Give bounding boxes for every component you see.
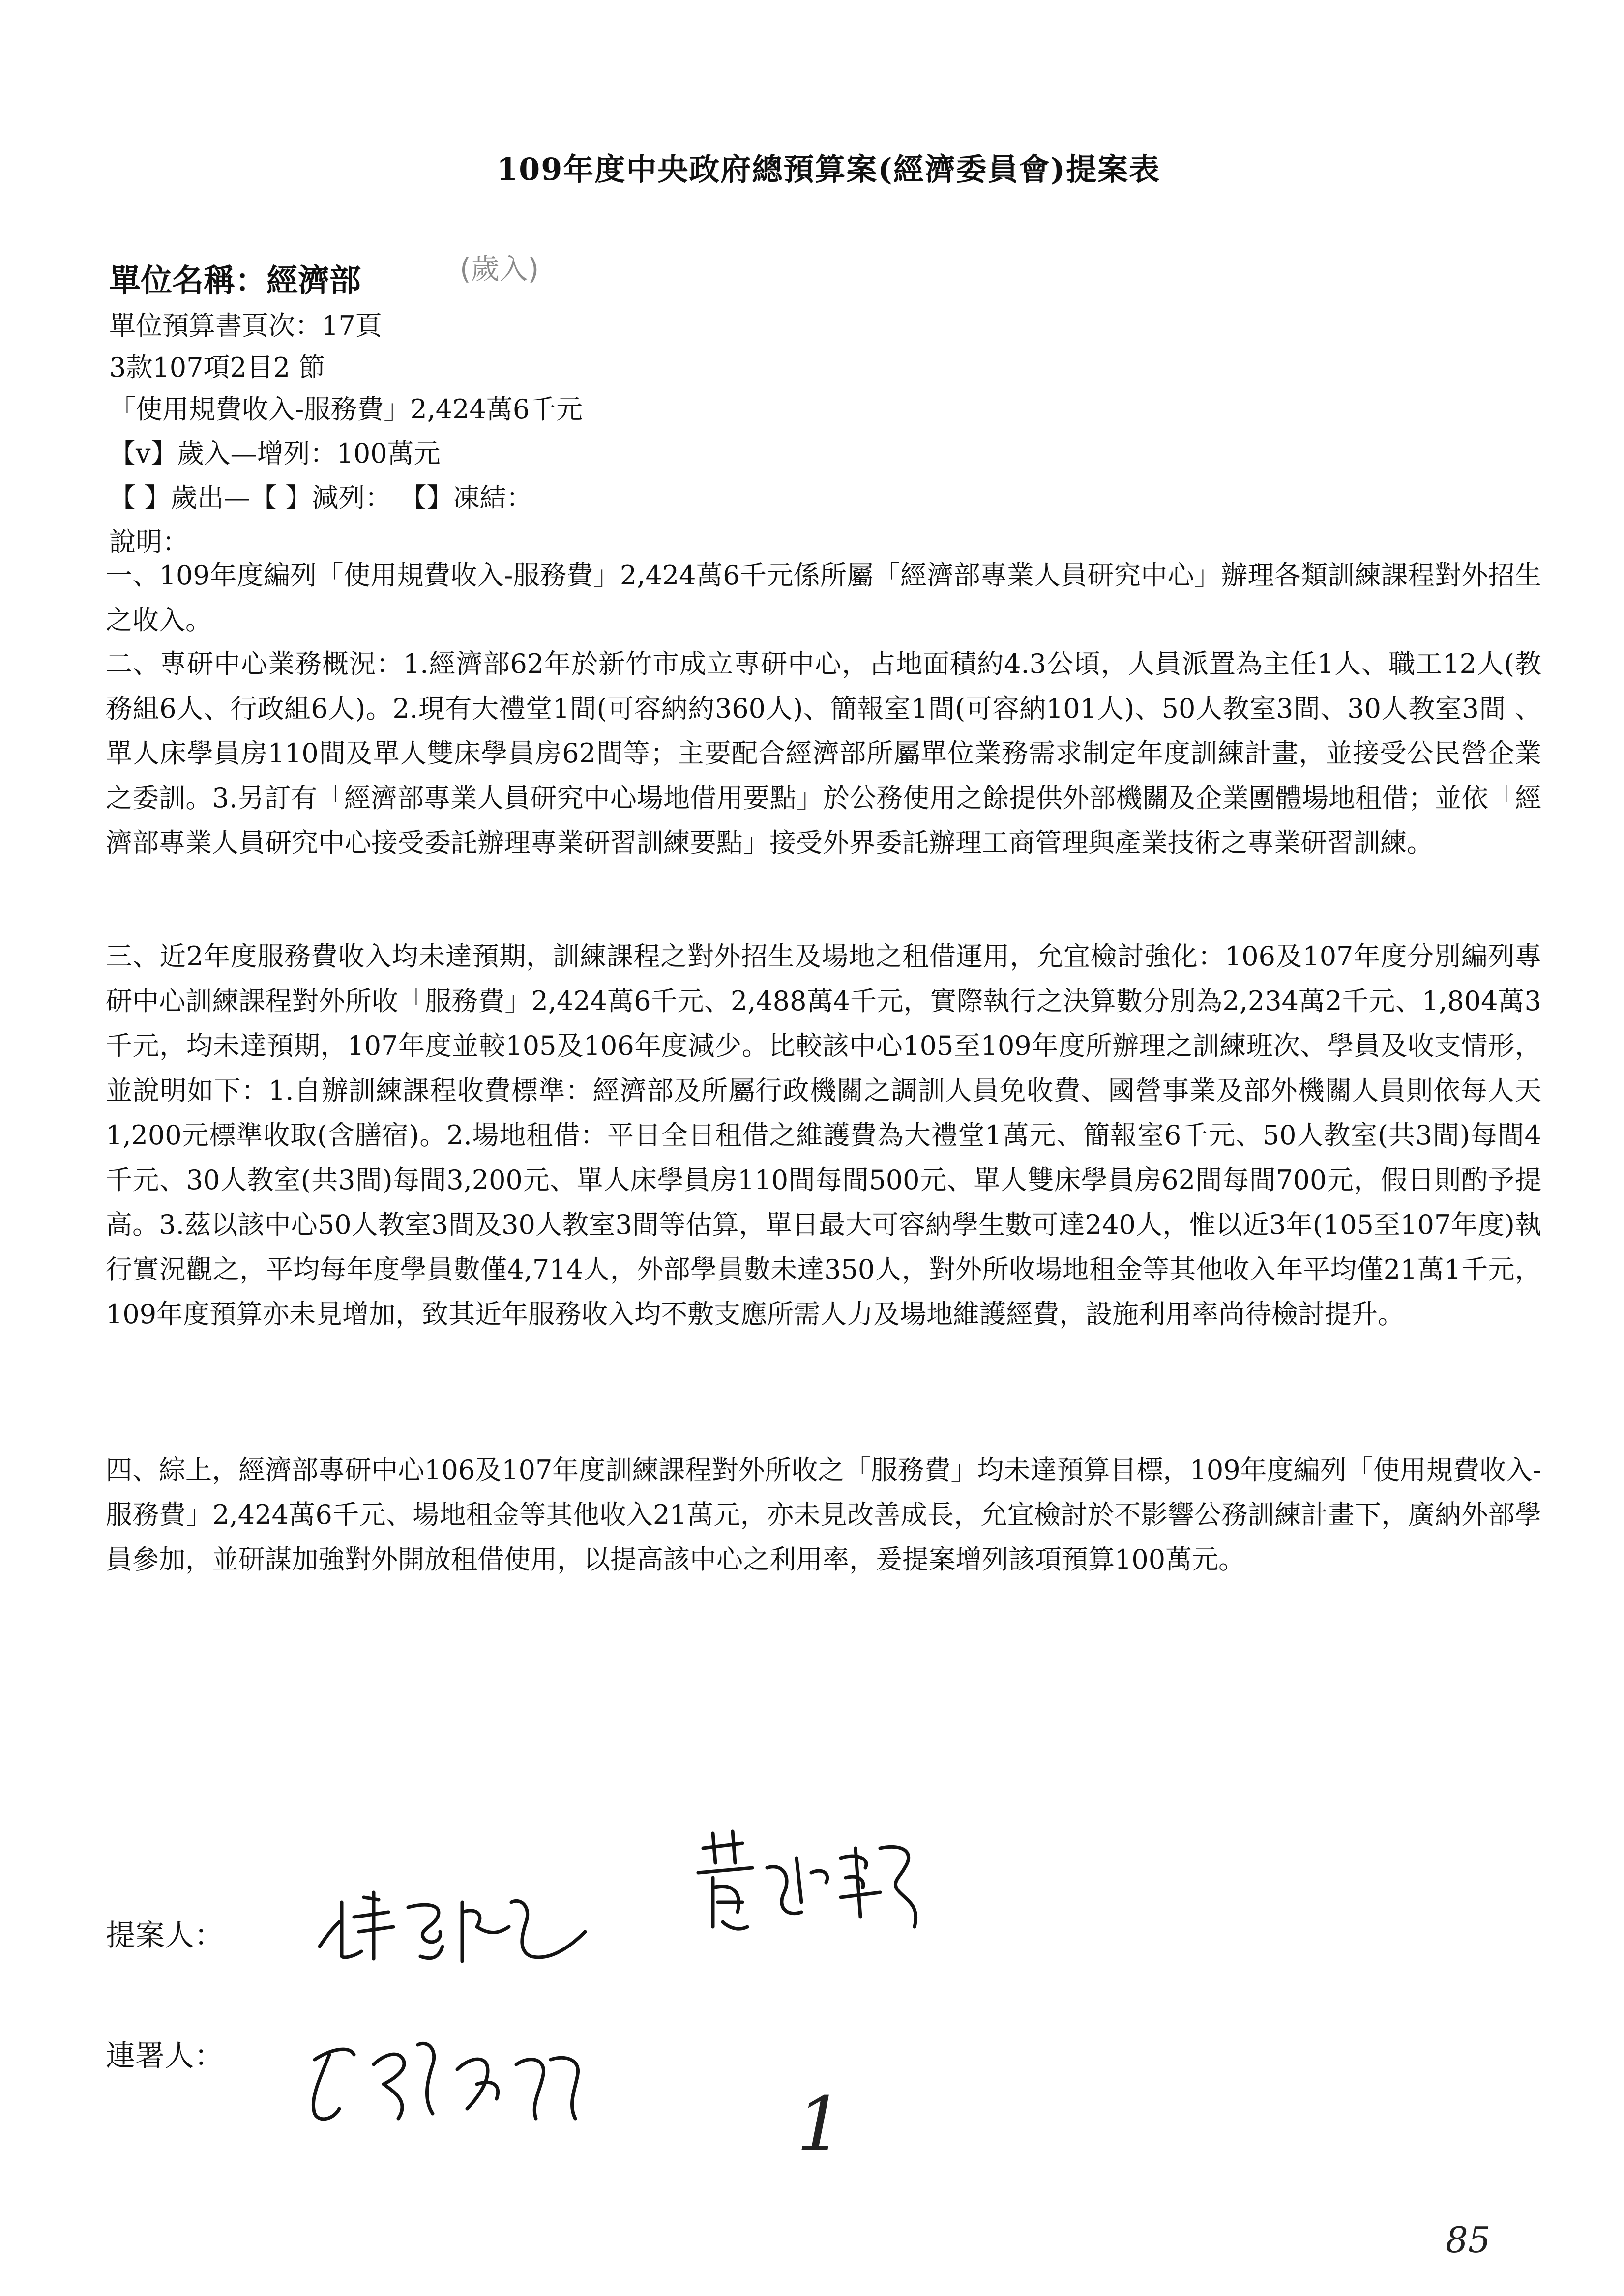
document-title: 109年度中央政府總預算案(經濟委員會)提案表: [497, 151, 1161, 187]
explanation-item: [106, 641, 1541, 865]
item-marker: 一、: [106, 560, 159, 591]
item-text: 專研中心業務概況：1.經濟部62年於新竹市成立專研中心，占地面積約4.3公頃，人員派置為主任1人、職工12人(教務組6人、行政組6人)。2.現有大禮堂1間(可容納約360人)、簡報室1間(可容納101人)、50人教室3間、30人教室3間 、單人床學員房110間及單人雙床學員房62間等；主要配合經濟部所屬單位業務需求制定年度訓練計畫，並接受公民營企業之委訓。3.另訂有「經濟部專業人員研究中心場地借用要點」於公務使用之餘提供外部機關及企業團體場地租借；並依「經濟部專業人員研究中心接受委託辦理專業研習訓練要點」接受外界委託辦理工商管理與產業技術之專業研習訓練。: [106, 648, 1542, 858]
proposer-signature-2: [683, 1829, 959, 1942]
proposer-signature-1: [315, 1873, 590, 1971]
explanation-label: 說明：: [109, 526, 189, 557]
item-marker: 四、: [106, 1454, 159, 1485]
handwritten-page-number: 85: [1446, 2219, 1491, 2261]
budget-code: 3款107項2目2 節: [109, 352, 325, 383]
item-text: 109年度編列「使用規費收入-服務費」2,424萬6千元係所屬「經濟部專業人員研究中心」辦理各類訓練課程對外招生之收入。: [106, 560, 1542, 636]
proposer-label: 提案人：: [106, 1918, 224, 1953]
item-text: 綜上，經濟部專研中心106及107年度訓練課程對外所收之「服務費」均未達預算目標，109年度編列「使用規費收入-服務費」2,424萬6千元、場地租金等其他收入21萬元，亦未見改善成長，允宜檢討於不影響公務訓練計畫下，廣納外部學員參加，並研謀加強對外開放租借使用，以提高該中心之利用率，爰提案增列該項預算100萬元。: [106, 1454, 1542, 1575]
handwritten-center-mark: 1: [797, 2082, 844, 2167]
explanation-item: [106, 553, 1541, 642]
item-text: 近2年度服務費收入均未達預期，訓練課程之對外招生及場地之租借運用，允宜檢討強化：106及107年度分別編列專研中心訓練課程對外所收「服務費」2,424萬6千元、2,488萬4千元，實際執行之決算數分別為2,234萬2千元、1,804萬3千元，均未達預期，107年度並較105及106年度減少。比較該中心105至109年度所辦理之訓練班次、學員及收支情形，並說明如下：1.自辦訓練課程收費標準：經濟部及所屬行政機關之調訓人員免收費、國營事業及部外機關人員則依每人天1,200元標準收取(含膳宿)。2.場地租借：平日全日租借之維護費為大禮堂1萬元、簡報室6千元、50人教室(共3間)每間4千元、30人教室(共3間)每間3,200元、單人床學員房110間每間500元、單人雙床學員房62間每間700元，假日則酌予提高。3.茲以該中心50人教室3間及30人教室3間等估算，單日最大可容納學生數可達240人，惟以近3年(105至107年度)執行實況觀之，平均每年度學員數僅4,714人，外部學員數未達350人，對外所收場地租金等其他收入年平均僅21萬1千元，109年度預算亦未見增加，致其近年服務收入均不敷支應所需人力及場地維護經費，設施利用率尚待檢討提升。: [106, 941, 1542, 1330]
explanation-item: [106, 934, 1541, 1337]
explanation-item: [106, 1448, 1541, 1582]
expenditure-line: 【 】歲出—【 】減列： 【】凍結：: [109, 482, 533, 513]
item-marker: 二、: [106, 648, 160, 679]
budget-item-name: 「使用規費收入-服務費」2,424萬6千元: [109, 394, 583, 425]
budget-page-ref: 單位預算書頁次：17頁: [109, 310, 382, 341]
revenue-increase-line: 【v】歲入—增列：100萬元: [109, 438, 441, 469]
cosigner-label: 連署人：: [106, 2039, 224, 2073]
item-marker: 三、: [106, 941, 160, 972]
cosigner-signature: [300, 2020, 605, 2138]
unit-name: 單位名稱：經濟部: [109, 262, 361, 299]
handwritten-annotation: (歲入): [460, 252, 539, 286]
